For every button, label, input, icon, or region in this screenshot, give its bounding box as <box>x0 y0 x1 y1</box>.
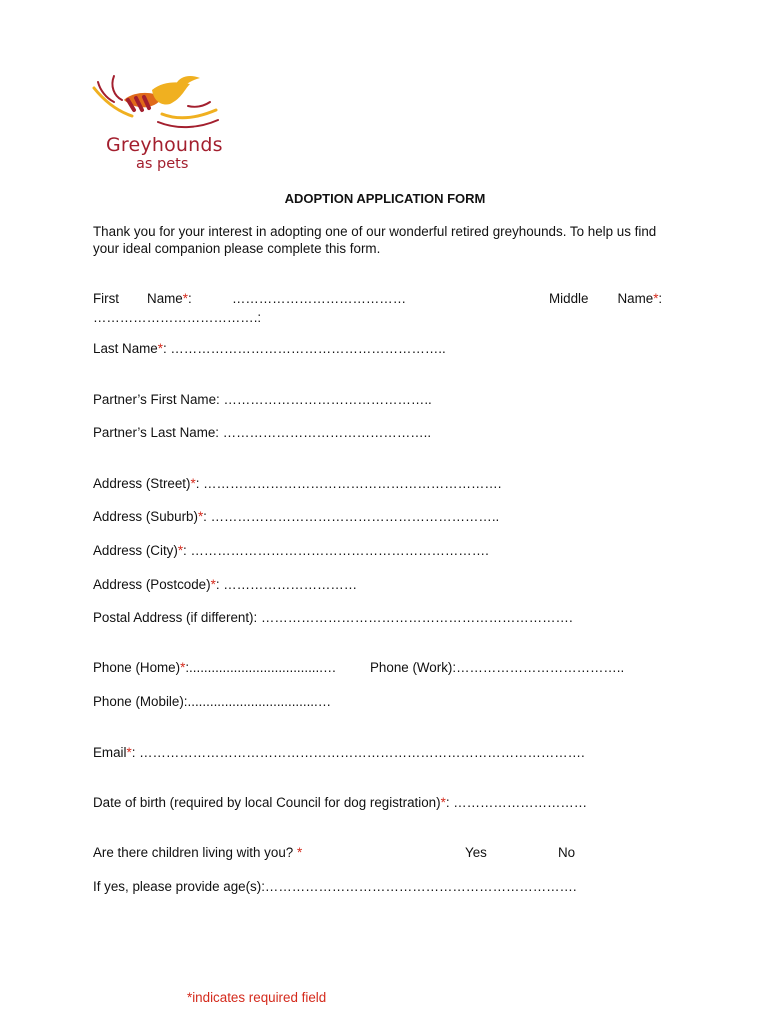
children-question: Are there children living with you? * <box>93 845 303 860</box>
email-field[interactable]: : ………………………………………………………………………………………. <box>131 745 585 760</box>
children-yes-option[interactable]: Yes <box>465 845 487 860</box>
address-street-row[interactable]: Address (Street)*: …………………………………………………………. <box>93 476 502 491</box>
address-suburb-row[interactable]: Address (Suburb)*: ……………………………………………………….. <box>93 509 500 524</box>
address-postcode-field[interactable]: : ………………………… <box>215 577 358 592</box>
phone-home-row[interactable]: Phone (Home)*:....................................… <box>93 660 337 675</box>
middle-name-label: Middle Name*: <box>549 291 663 306</box>
partner-last-name-field[interactable]: Partner’s Last Name: ……………………………………….. <box>93 425 432 440</box>
address-street-field[interactable]: : …………………………………………………………. <box>195 476 502 491</box>
address-city-field[interactable]: : …………………………………………………………. <box>183 543 489 558</box>
greyhound-logo-icon <box>92 70 232 140</box>
greyhounds-as-pets-logo <box>92 70 232 175</box>
address-city-row[interactable]: Address (City)*: …………………………………………………………. <box>93 543 489 558</box>
date-of-birth-row[interactable]: Date of birth (required by local Council for dog registration)*: ………………………… <box>93 795 588 810</box>
address-postcode-row[interactable]: Address (Postcode)*: ………………………… <box>93 577 358 592</box>
logo-text-greyhounds: Greyhounds <box>106 134 223 156</box>
intro-paragraph: Thank you for your interest in adopting one of our wonderful retired greyhounds. To help us find your ideal companion please complete this form. <box>93 224 657 256</box>
children-no-option[interactable]: No <box>558 845 576 860</box>
address-suburb-field[interactable]: : ……………………………………………………….. <box>203 509 500 524</box>
phone-mobile-field[interactable]: Phone (Mobile):...................................… <box>93 694 332 709</box>
middle-name-field[interactable]: ……………………………….: <box>93 310 262 325</box>
required-field-note: *indicates required field <box>187 990 327 1005</box>
partner-first-name-field[interactable]: Partner’s First Name: ……………………………………….. <box>93 392 432 407</box>
postal-address-field[interactable]: Postal Address (if different): ……………………………………………………………. <box>93 610 573 625</box>
last-name-row[interactable]: Last Name*: …………………………………………………….. <box>93 341 446 356</box>
phone-work-field[interactable]: Phone (Work):……………………………….. <box>370 660 625 675</box>
first-name-field[interactable]: ………………………………… <box>232 291 407 306</box>
children-ages-field[interactable]: If yes, please provide age(s):……………………………………………………………. <box>93 879 577 894</box>
first-name-label: First Name*: <box>93 291 192 306</box>
logo-text-as-pets: as pets <box>136 156 189 172</box>
form-title: ADOPTION APPLICATION FORM <box>284 191 486 206</box>
date-of-birth-field[interactable]: : ………………………… <box>445 795 588 810</box>
last-name-field[interactable]: : …………………………………………………….. <box>162 341 446 356</box>
phone-home-field[interactable]: :....................................… <box>185 660 337 675</box>
email-row[interactable]: Email*: ………………………………………………………………………………………. <box>93 745 585 760</box>
